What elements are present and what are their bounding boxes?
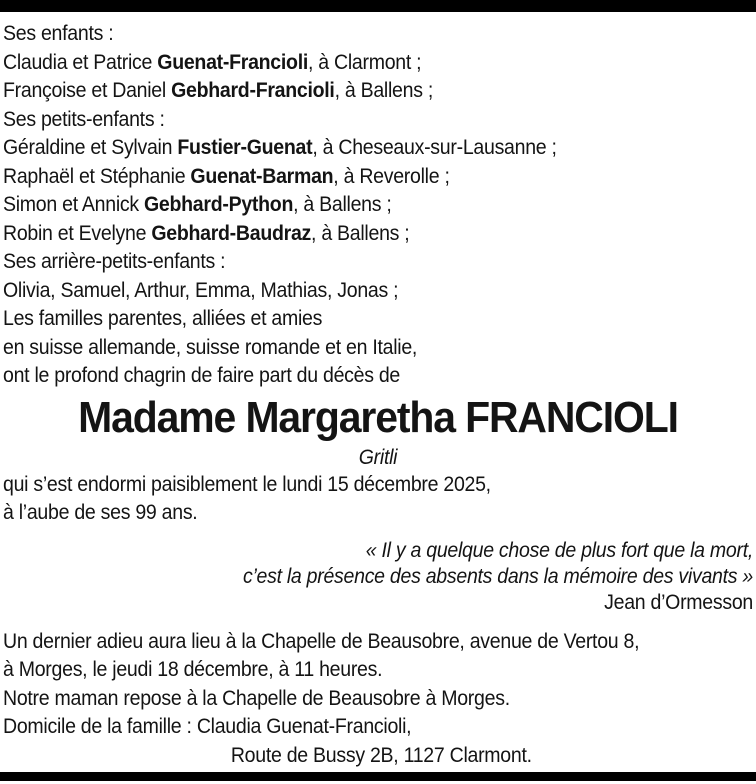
- deceased-name-block: [29, 391, 727, 471]
- memorial-quote: [56, 538, 754, 616]
- family-line: Simon et Annick Gebhard-Python, à Ballens ;: [3, 193, 392, 216]
- top-border: [0, 0, 756, 12]
- quote-line: c’est la présence des absents dans la mémoire des vivants »: [242, 564, 753, 588]
- family-line: Robin et Evelyne Gebhard-Baudraz, à Ballens ;: [3, 221, 410, 245]
- death-line: qui s’est endormi paisiblement le lundi 15 décembre 2025,: [3, 472, 491, 496]
- ceremony-line: Notre maman repose à la Chapelle de Beausobre à Morges.: [3, 686, 510, 710]
- ceremony-line: à Morges, le jeudi 18 décembre, à 11 heures.: [3, 658, 383, 681]
- ceremony-line: Domicile de la famille : Claudia Guenat-Francioli,: [3, 715, 412, 738]
- family-line: Ses petits-enfants :: [3, 107, 165, 131]
- family-line: Les familles parentes, alliées et amies: [3, 307, 323, 330]
- family-list: [3, 20, 701, 391]
- family-line: Raphaël et Stéphanie Guenat-Barman, à Reverolle ;: [3, 164, 450, 188]
- family-line: ont le profond chagrin de faire part du décès de: [3, 364, 401, 387]
- ceremony-line: Un dernier adieu aura lieu à la Chapelle de Beausobre, avenue de Vertou 8,: [3, 629, 640, 653]
- family-line: Ses arrière-petits-enfants :: [3, 250, 226, 273]
- family-line: Claudia et Patrice Guenat-Francioli, à Clarmont ;: [3, 50, 422, 74]
- death-notice-text: [3, 471, 701, 528]
- deceased-nickname: Gritli: [358, 445, 398, 469]
- family-line: Ses enfants :: [3, 22, 114, 45]
- death-line: à l’aube de ses 99 ans.: [3, 501, 198, 524]
- quote-attribution: Jean d’Ormesson: [604, 590, 753, 614]
- family-line: Françoise et Daniel Gebhard-Francioli, à Ballens ;: [3, 79, 433, 102]
- family-line: en suisse allemande, suisse romande et en Italie,: [3, 335, 418, 359]
- family-address-line: Route de Bussy 2B, 1127 Clarmont.: [230, 743, 532, 767]
- quote-line: « Il y a quelque chose de plus fort que la mort,: [365, 538, 753, 562]
- family-line: Olivia, Samuel, Arthur, Emma, Mathias, Jonas ;: [3, 278, 399, 302]
- family-line: Géraldine et Sylvain Fustier-Guenat, à Cheseaux-sur-Lausanne ;: [3, 136, 557, 159]
- notice-content: [3, 12, 753, 770]
- ceremony-info: [3, 628, 701, 771]
- bottom-border: [0, 772, 756, 781]
- deceased-name: Madame Margaretha FRANCIOLI: [78, 392, 678, 442]
